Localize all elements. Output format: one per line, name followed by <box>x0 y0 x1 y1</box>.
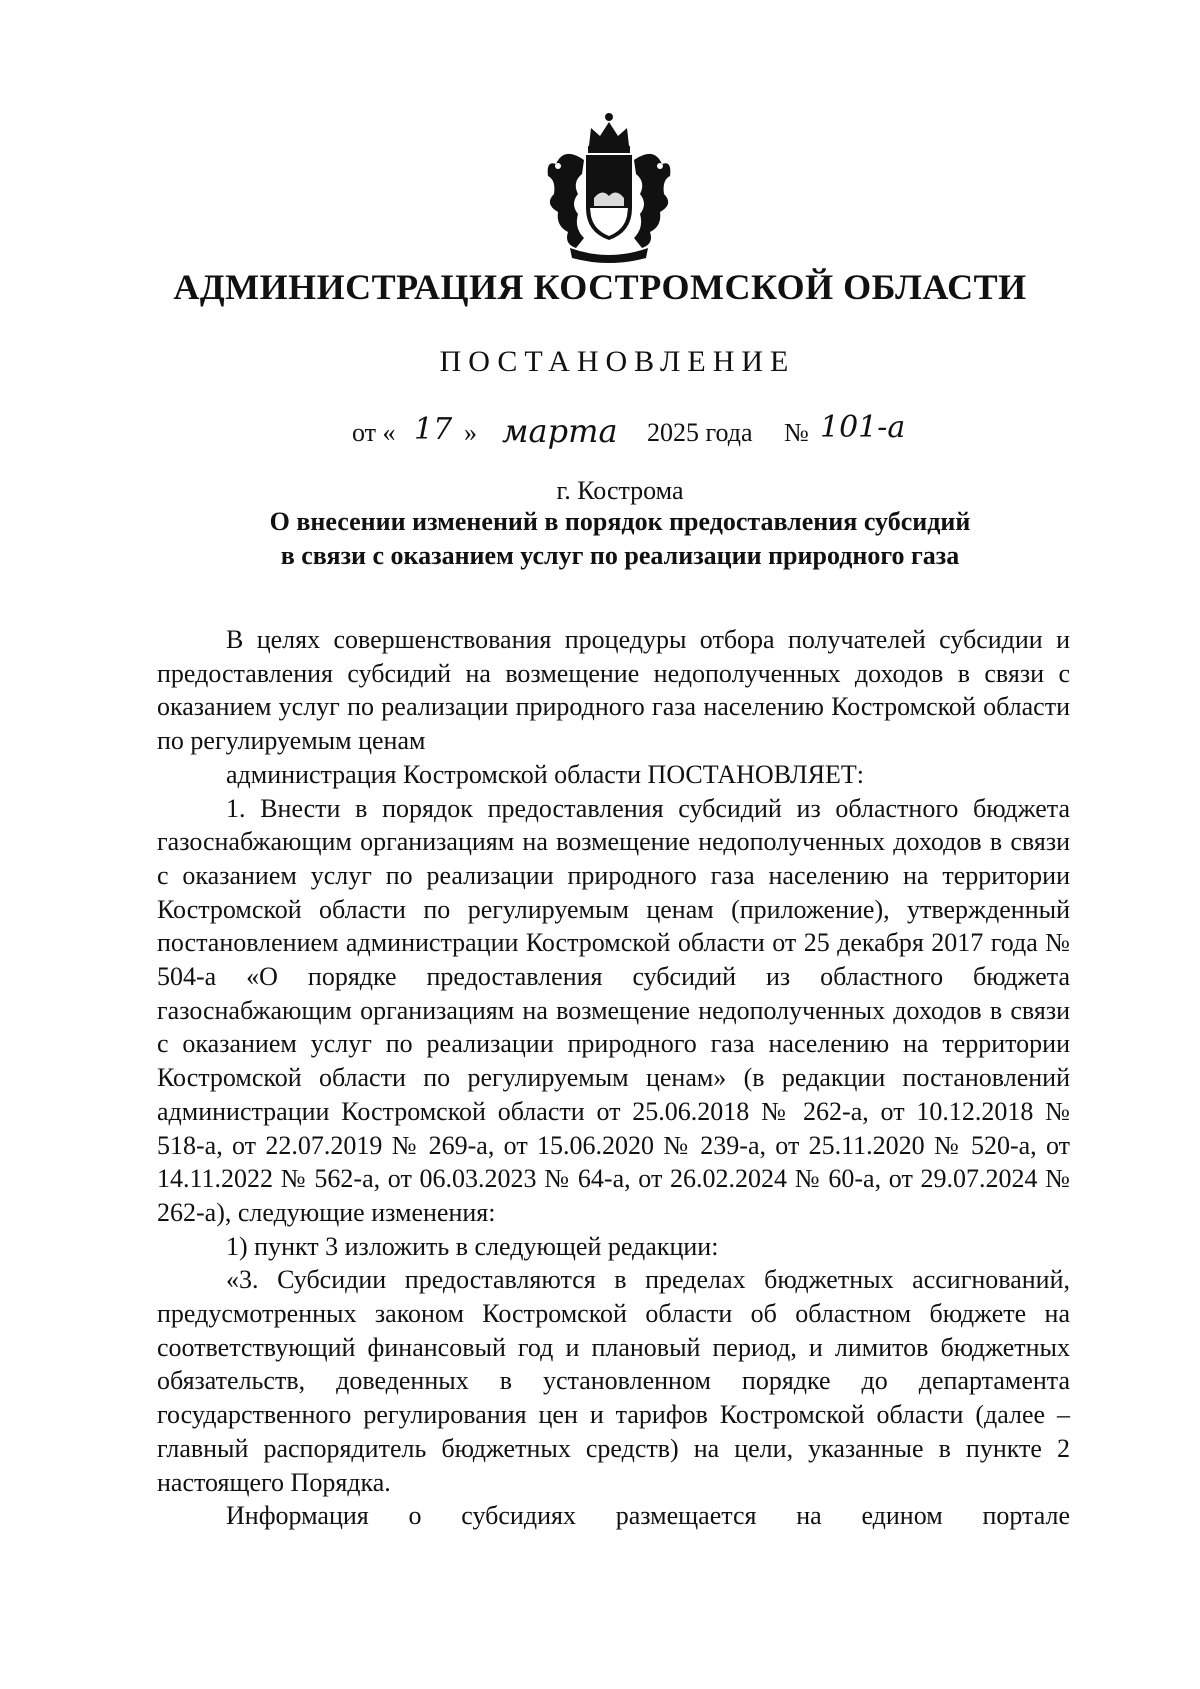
resolution-paragraph: администрация Костромской области ПОСТАНОВЛЯЕТ: <box>226 759 865 789</box>
number-sign: № <box>784 418 809 447</box>
point-3-paragraph: «3. Субсидии предоставляются в пределах бюджетных ассигнований, предусмотренных законом Костромской области об областном бюджете на соответствующий финансовый год и плановый период, и лимитов бюджетных обязательств, доведенных в установленном порядке до департамента государственного регулирования цен и тарифов Костромской области (далее – главный распорядитель бюджетных средств) на цели, указанные в пункте 2 настоящего Порядка. <box>157 1265 1070 1497</box>
coat-of-arms-icon <box>534 108 684 268</box>
info-paragraph: Информация о субсидиях размещается на едином портале <box>226 1501 1070 1531</box>
date-day-handwritten: 17 <box>414 412 453 447</box>
date-line <box>352 410 992 454</box>
organization-title: АДМИНИСТРАЦИЯ КОСТРОМСКОЙ ОБЛАСТИ <box>173 267 1027 307</box>
preamble-paragraph: В целях совершенствования процедуры отбора получателей субсидии и предоставления субсидий на возмещение недополученных доходов в связи с оказанием услуг по реализации природного газа населению Костромской области по регулируемым ценам <box>157 625 1070 756</box>
date-year: 2025 года <box>647 418 753 447</box>
document-type: ПОСТАНОВЛЕНИЕ <box>439 345 796 378</box>
date-prefix: от « <box>352 418 396 447</box>
city: г. Кострома <box>556 476 684 505</box>
subject-line-2: в связи с оказанием услуг по реализации природного газа <box>280 541 960 570</box>
document-number-handwritten: 101-а <box>820 410 906 445</box>
body-text <box>157 623 1070 1533</box>
date-month-handwritten: марта <box>502 412 618 450</box>
subject-line-1: О внесении изменений в порядок предоставления субсидий <box>269 507 971 536</box>
date-day-close: » <box>464 418 477 447</box>
subitem-1-paragraph: 1) пункт 3 изложить в следующей редакции: <box>226 1231 719 1261</box>
item-1-paragraph: 1. Внести в порядок предоставления субсидий из областного бюджета газоснабжающим организациям на возмещение недополученных доходов в связи с оказанием услуг по реализации природного газа населению на территории Костромской области по регулируемым ценам (приложение), утвержденный постановлением администрации Костромской области от 25 декабря 2017 года № 504-а «О порядке предоставления субсидий из областного бюджета газоснабжающим организациям на возмещение недополученных доходов в связи с оказанием услуг по реализации природного газа населению на территории Костромской области по регулируемым ценам» (в редакции постановлений администрации Костромской области от 25.06.2018 № 262-а, от 10.12.2018 № 518-а, от 22.07.2019 № 269-а, от 15.06.2020 № 239-а, от 25.11.2020 № 520-а, от 14.11.2022 № 562-а, от 06.03.2023 № 64-а, от 26.02.2024 № 60-а, от 29.07.2024 № 262-а), следующие изменения: <box>157 793 1070 1227</box>
